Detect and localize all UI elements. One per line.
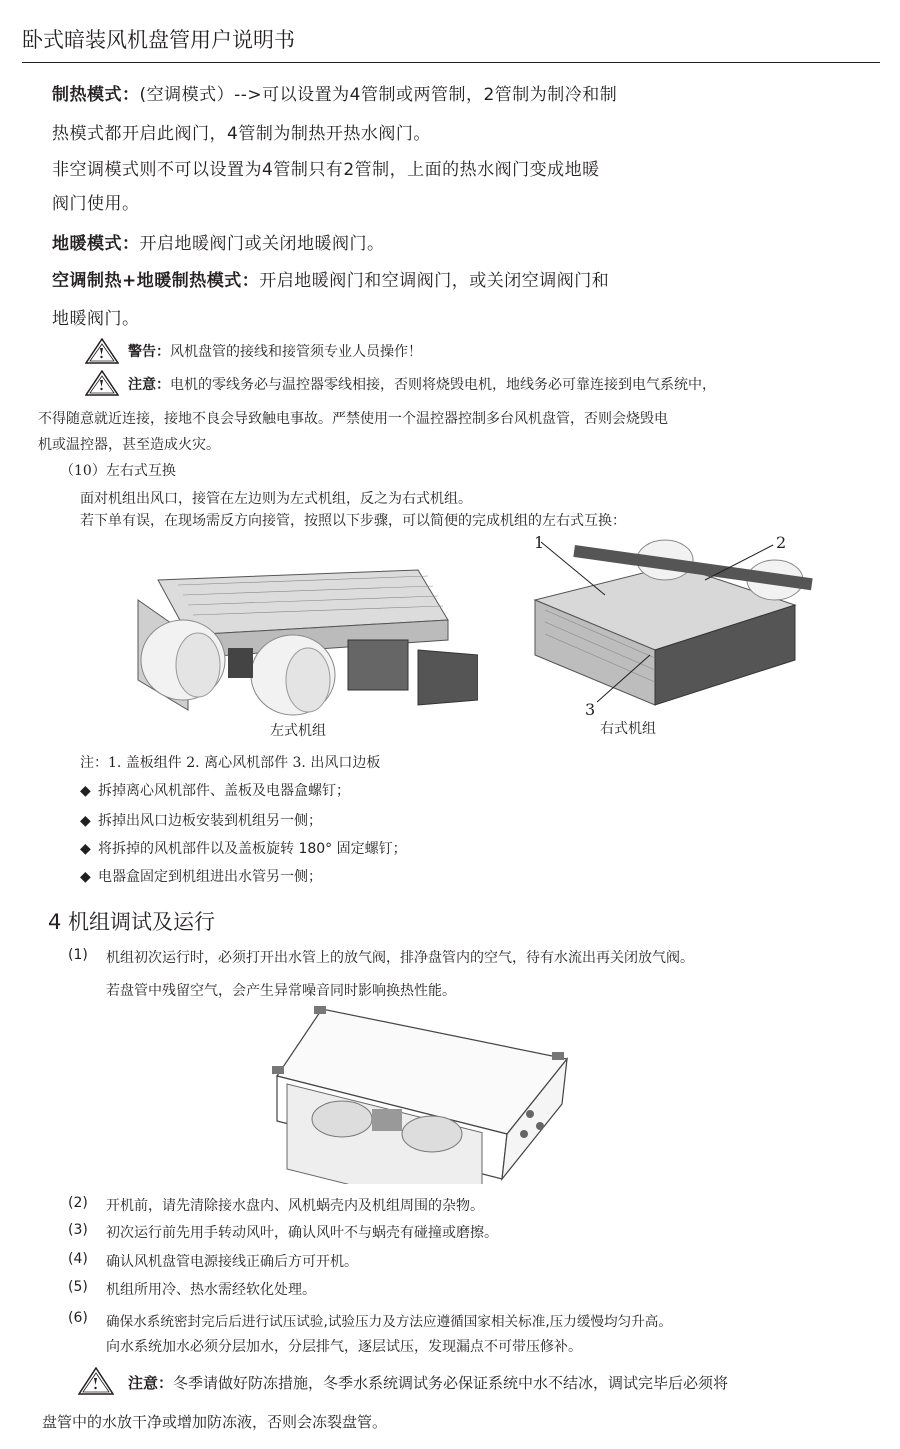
- notice1-text: 电机的零线务必与温控器零线相接，否则将烧毁电机，地线务必可靠连接到电气系统中，: [170, 377, 716, 393]
- swap-line2: 若下单有误，在现场需反方向接管，按照以下步骤，可以简便的完成机组的左右式互换：: [80, 513, 626, 529]
- page-header-title: 卧式暗装风机盘管用户说明书: [22, 28, 295, 52]
- warning-line: [128, 341, 422, 361]
- combo-mode-line2: 地暖阀门。: [52, 309, 140, 329]
- combo-mode-label: 空调制热+地暖制热模式：: [52, 271, 260, 291]
- header-rule: [22, 62, 880, 63]
- callout-3: 3: [585, 700, 596, 719]
- notice2-line1: [128, 1372, 728, 1393]
- callout-1: 1: [534, 533, 545, 552]
- warning-text: 风机盘管的接线和接管须专业人员操作！: [170, 344, 422, 360]
- bullet-text: 拆掉离心风机部件、盖板及电器盒螺钉；: [98, 783, 350, 799]
- notice2-label: 注意：: [128, 1374, 174, 1392]
- callout-2: 2: [776, 533, 787, 552]
- bullet-item: [80, 866, 322, 886]
- section4-title: 4 机组调试及运行: [48, 910, 216, 934]
- diamond-bullet-icon: ◆: [80, 783, 91, 799]
- section4-item-text: 机组所用冷、热水需经软化处理。: [106, 1282, 316, 1298]
- section4-item-num: (3): [68, 1222, 88, 1238]
- bullet-text: 电器盒固定到机组进出水管另一侧；: [98, 869, 322, 885]
- left-unit-illustration: [118, 540, 478, 720]
- section4-item1-line1: 机组初次运行时，必须打开出水管上的放气阀，排净盘管内的空气，待有水流出再关闭放气阀。: [106, 950, 694, 966]
- section4-item-text: 确认风机盘管电源接线正确后方可开机。: [106, 1254, 358, 1270]
- right-unit-illustration: [515, 530, 815, 720]
- combo-mode-line1: [52, 266, 609, 291]
- figure-note: 注：1. 盖板组件 2. 离心风机部件 3. 出风口边板: [80, 755, 381, 771]
- section4-item1-line2: 若盘管中残留空气，会产生异常噪音同时影响换热性能。: [106, 983, 456, 999]
- section4-item-num: (2): [68, 1195, 88, 1211]
- bullet-text: 拆掉出风口边板安装到机组另一侧；: [98, 813, 322, 829]
- warning-triangle-icon: [85, 370, 119, 396]
- non-ac-line1: 非空调模式则不可以设置为4管制只有2管制，上面的热水阀门变成地暖: [52, 160, 600, 180]
- swap-heading: （10）左右式互换: [60, 463, 176, 479]
- section4-item-text: 初次运行前先用手转动风叶，确认风叶不与蜗壳有碰撞或磨擦。: [106, 1225, 498, 1241]
- heat-mode-text: (空调模式）-->可以设置为4管制或两管制，2管制为制冷和制: [139, 85, 618, 105]
- combo-mode-text: 开启地暖阀门和空调阀门，或关闭空调阀门和: [259, 271, 610, 291]
- diamond-bullet-icon: ◆: [80, 841, 91, 857]
- bullet-text: 将拆掉的风机部件以及盖板旋转 180° 固定螺钉；: [98, 841, 407, 857]
- notice2-line2: 盘管中的水放干净或增加防冻液，否则会冻裂盘管。: [42, 1413, 388, 1431]
- swap-line1: 面对机组出风口，接管在左边则为左式机组，反之为右式机组。: [80, 491, 472, 507]
- warning-label: 警告：: [128, 344, 170, 360]
- bullet-item: [80, 780, 350, 800]
- heat-mode-line2: 热模式都开启此阀门，4管制为制热开热水阀门。: [52, 124, 431, 144]
- right-unit-caption: 右式机组: [600, 721, 656, 737]
- non-ac-line2: 阀门使用。: [52, 194, 140, 214]
- diamond-bullet-icon: ◆: [80, 813, 91, 829]
- section4-item-num: (5): [68, 1279, 88, 1295]
- floor-mode-line: [52, 229, 385, 254]
- notice1-line2: 不得随意就近连接，接地不良会导致触电事故。严禁使用一个温控器控制多台风机盘管，否则会烧毁电: [38, 411, 668, 427]
- left-unit-caption: 左式机组: [270, 723, 326, 739]
- notice2-text: 冬季请做好防冻措施，冬季水系统调试务必保证系统中水不结冰，调试完毕后必须将: [173, 1374, 729, 1392]
- bullet-item: [80, 810, 322, 830]
- notice1-label: 注意：: [128, 377, 170, 393]
- heat-mode-label: 制热模式：: [52, 85, 140, 105]
- floor-mode-label: 地暖模式：: [52, 234, 140, 254]
- section4-item6-line2: 向水系统加水必须分层加水，分层排气，逐层试压，发现漏点不可带压修补。: [106, 1339, 582, 1355]
- section4-item-text: 开机前，请先清除接水盘内、风机蜗壳内及机组周围的杂物。: [106, 1198, 484, 1214]
- notice1-line3: 机或温控器，甚至造成火灾。: [38, 437, 220, 453]
- warning-triangle-icon: [78, 1367, 114, 1395]
- section4-item-text: 确保水系统密封完后后进行试压试验,试验压力及方法应遵循国家相关标准,压力缓慢均匀升高。: [106, 1314, 672, 1330]
- section4-item-num: (4): [68, 1251, 88, 1267]
- floor-mode-text: 开启地暖阀门或关闭地暖阀门。: [139, 234, 385, 254]
- warning-triangle-icon: [85, 338, 119, 364]
- notice1-line1: [128, 374, 716, 394]
- unit-illustration: [262, 1004, 582, 1184]
- section4-item1-num: (1): [68, 947, 88, 963]
- section4-item-num: (6): [68, 1310, 88, 1326]
- bullet-item: [80, 838, 407, 858]
- diamond-bullet-icon: ◆: [80, 869, 91, 885]
- heat-mode-line1: [52, 80, 617, 105]
